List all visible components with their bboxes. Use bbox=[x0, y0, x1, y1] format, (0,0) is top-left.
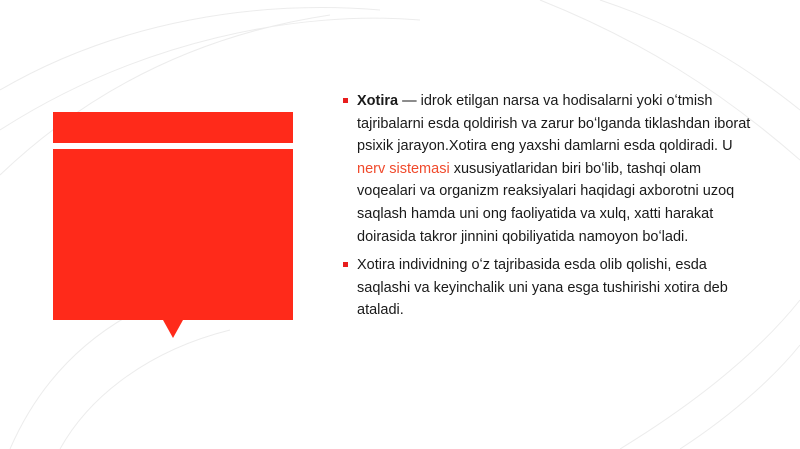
bullet-item-definition bbox=[341, 90, 761, 248]
bullet-item-summary bbox=[341, 254, 761, 322]
bullet-marker-icon bbox=[343, 98, 348, 103]
nerv-sistemasi-link[interactable]: nerv sistemasi bbox=[357, 160, 450, 177]
callout-pointer bbox=[163, 320, 183, 338]
red-title-bar bbox=[53, 112, 293, 143]
red-callout-box bbox=[53, 149, 293, 320]
bullet-marker-icon bbox=[343, 262, 348, 267]
definition-text-part1: — idrok etilgan narsa va hodisalarni yoki oʻtmish tajribalarni esda qoldirish va zarur boʻlganda tiklashdan iborat psixik jarayon.Xotira eng yaxshi damlarni esda qoldiradi. U bbox=[357, 93, 751, 155]
slide-text-content bbox=[341, 90, 761, 328]
summary-text: Xotira individning oʻz tajribasida esda olib qolishi, esda saqlashi va keyinchalik uni yana esga tushirishi xotira deb ataladi. bbox=[357, 257, 728, 319]
term-xotira: Xotira bbox=[357, 93, 399, 109]
definition-text-part2: xususiyatlaridan biri boʻlib, tashqi olam voqealari va organizm reaksiyalari haqidagi axborotni uzoq saqlash hamda uni ong faoliyatida va xulq, xatti harakat doirasida takror jinnini qobiliyatida namoyon boʻladi. bbox=[357, 160, 735, 245]
